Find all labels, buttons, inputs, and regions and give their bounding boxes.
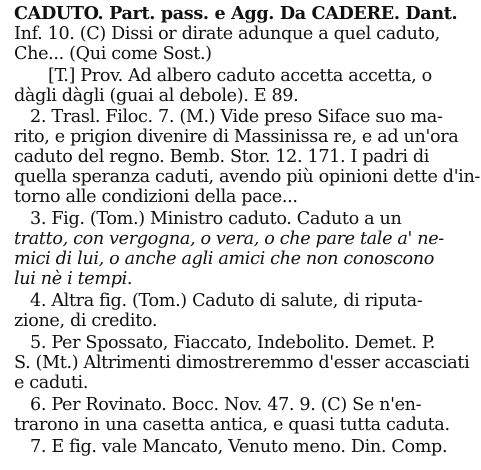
entry-line: Che... (Qui come Sost.) — [14, 44, 212, 64]
entry-line: trarono in una casetta antica, e quasi tutta caduta. — [14, 415, 450, 435]
entry-line: [T.] Prov. Ad albero caduto accetta accetta, o — [48, 66, 432, 86]
entry-line: torno alle condizioni della pace... — [14, 187, 298, 207]
entry-sense-3: 3. Fig. (Tom.) Ministro caduto. Caduto a un — [30, 209, 402, 229]
entry-line: zione, di credito. — [14, 311, 158, 331]
entry-sense-6: 6. Per Rovinato. Bocc. Nov. 47. 9. (C) Se n'en- — [30, 395, 422, 415]
entry-sense-7: 7. E fig. vale Mancato, Venuto meno. Din. Comp. — [30, 437, 448, 457]
entry-line: e caduti. — [14, 373, 89, 393]
entry-line: lui nè i tempi. — [14, 269, 133, 289]
entry-line: dàgli dàgli (guai al debole). E 89. — [14, 86, 299, 106]
entry-line: tratto, con vergogna, o vera, o che pare tale a' ne- — [14, 229, 444, 249]
entry-sense-5: 5. Per Spossato, Fiaccato, Indebolito. Demet. P. — [30, 333, 436, 353]
entry-line: mici di lui, o anche agli amici che non conoscono — [14, 249, 434, 269]
entry-line: rito, e prigion divenire di Massinissa re, e ad un'ora — [14, 127, 459, 147]
entry-sense-4: 4. Altra fig. (Tom.) Caduto di salute, di riputa- — [30, 291, 423, 311]
entry-headword-line: CADUTO. Part. pass. e Agg. Da CADERE. Dant. — [14, 3, 458, 24]
entry-line: quella speranza caduti, avendo più opinioni dette d'in- — [14, 167, 481, 187]
entry-line: Inf. 10. (C) Dissi or dirate adunque a quel caduto, — [14, 24, 440, 44]
entry-line: S. (Mt.) Altrimenti dimostreremmo d'esser accasciati — [14, 353, 470, 373]
entry-sense-2: 2. Trasl. Filoc. 7. (M.) Vide preso Siface suo ma- — [30, 107, 443, 127]
entry-line: caduto del regno. Bemb. Stor. 12. 171. I padri di — [14, 147, 430, 167]
